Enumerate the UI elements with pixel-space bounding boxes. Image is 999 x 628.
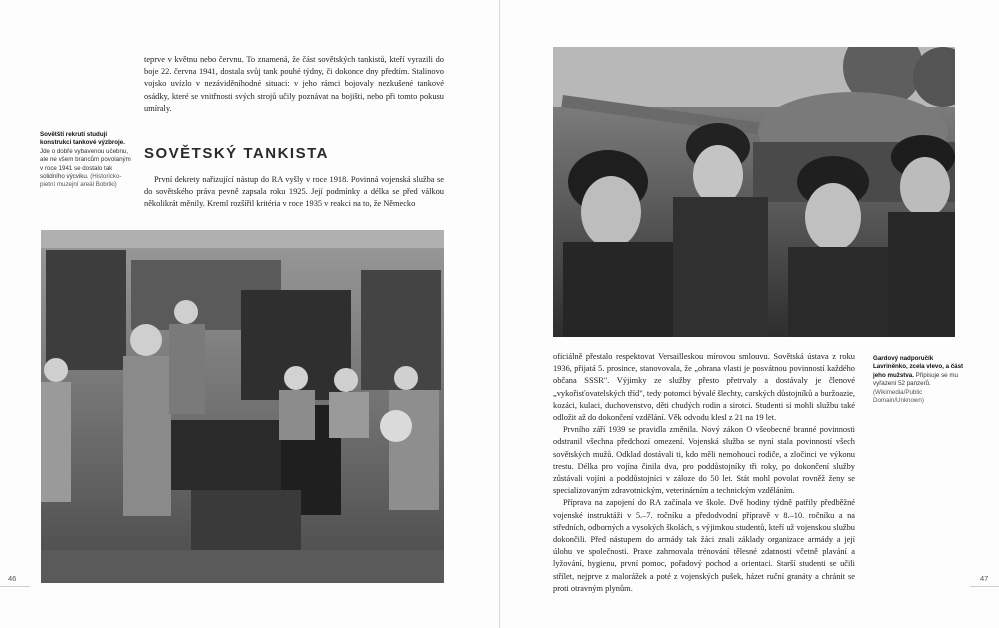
caption-credit: (Wikimedia/Public Domain/Unknown) <box>873 388 924 405</box>
classroom-photo <box>41 230 444 583</box>
right-body-text <box>553 351 855 595</box>
body-paragraph: oficiálně přestalo respektovat Versailleskou mírovou smlouvu. Sovětská ústava z roku 1936, přijatá 5. prosince, stanovovala, že „obrana vlasti je posvátnou povinností každého občana SSSR". Výjimky ze služby přesto přetrvaly a dostávaly je členové „vykořisťovatelských tříd", tedy potomci bývalé šlechty, carských důstojníků a buržoazie, kozáci, kulaci, duchovenstvo, děti chudých rodin a sirotci. Studenti si mohli službu také odložit až do dokončení vzdělání. Věk odvodu klesl z 21 na 19 let. <box>553 352 855 423</box>
body-paragraph: Prvního září 1939 se pravidla změnila. Nový zákon O všeobecné branné povinnosti odstranil všechna předchozí omezení. Vojenská služba se nyní stala povinností všech sovětských mužů. Odklad dostávali ti, kdo měli nemohoucí rodiče, a zločinci ve výkonu trestu. Délka pro vojína činila dva, pro poddůstojníky tři roky, po dokončení služby zůstávali vojíni a poddůstojníci v záloze do 50 let. Stát mohl povolat rovněž ženy se specializovaným zdravotnickým, veterinárním a technickým vzděláním. <box>553 425 855 496</box>
continued-paragraph: teprve v květnu nebo červnu. To znamená, že část sovětských tankistů, kteří vyrazili do boje 22. června 1941, dostala svůj tank pouhé týdny, či dokonce dny předtím. Stalinovo vojsko uvízlo v nezáviděníhodné situaci: v jeho rámci bojovaly nezkušené tankové osádky, které se vnitřnosti svých strojů učily poznávat na bojišti, nebo při tomto pokusu umíraly. <box>144 55 444 113</box>
caption-bold: Gardový nadporučík Lavriněnko, zcela vlevo, a část jeho mužstva. <box>873 355 964 379</box>
tank-crew-illustration <box>553 47 955 337</box>
classroom-photo-illustration <box>41 230 444 583</box>
section-title: SOVĚTSKÝ TANKISTA <box>144 145 329 162</box>
body-paragraph: Příprava na zapojení do RA začínala ve škole. Dvě hodiny týdně patřily předběžné vojenské instruktáži v 5.–7. ročníku a předodvodní přípravě v 8.–10. ročníku a na středních, odborných a vysokých školách, s výjimkou studentů, kteří už vojenskou službu dokončili. Před nástupem do armády tak žáci znali základy organizace armády a její úlohu ve společnosti. Praxe zahrnovala trénování tělesné zdatnosti včetně plavání a lyžování, hygienu, první pomoc, pořadový pochod a orientaci. Starší studenti se učili střílet, nejprve z malorážek a poté z vojenských pušek, házet ruční granáty a chránit se proti otravným plynům. <box>553 498 855 593</box>
left-folio-rule <box>0 586 30 587</box>
right-photo-caption <box>873 355 965 405</box>
right-page <box>500 0 999 628</box>
caption-bold: Sovětští rekruti studují konstrukci tankové výzbroje. <box>40 131 125 147</box>
right-page-number: 47 <box>980 574 989 583</box>
caption-text: Jde o dobře vybavenou učebnu, ale ne všem brancům povolaným v roce 1941 se dostalo tak solidního výcviku. <box>40 147 131 181</box>
tank-crew-photo <box>553 47 955 337</box>
section-paragraph: První dekrety nařizující nástup do RA vyšly v roce 1918. Povinná vojenská služba se do sovětského práva pevně zapsala roku 1925. Její podmínky a délka se před válkou několikrát měnily. Kreml rozšířil kritéria v roce 1935 v reakci na to, že Německo <box>144 175 444 209</box>
caption-text: Připisuje se mu vyřazení 52 panzerů. <box>873 371 958 388</box>
caption-credit: (Historicko-pietní muzejní areál Bobriki) <box>40 173 122 189</box>
left-page-number: 46 <box>8 574 17 583</box>
left-page <box>0 0 499 628</box>
left-photo-caption <box>40 131 132 190</box>
right-folio-rule <box>970 586 999 587</box>
